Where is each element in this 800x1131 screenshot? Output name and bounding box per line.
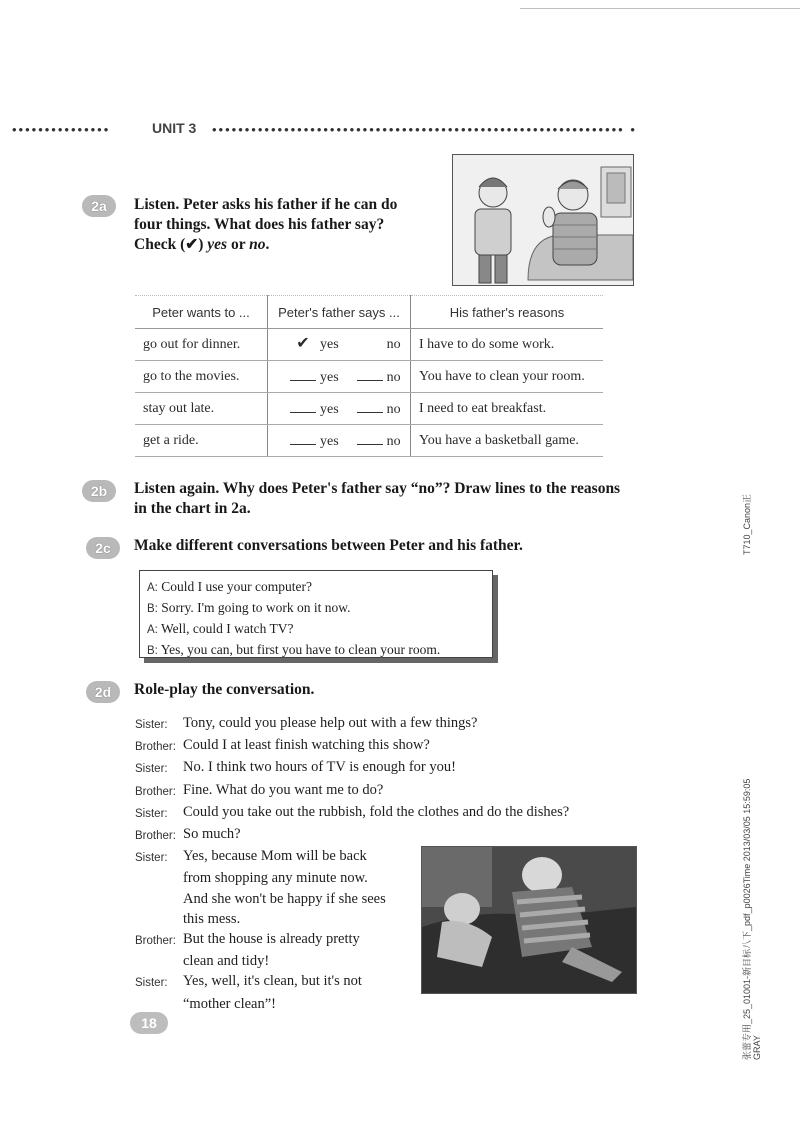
table-row	[135, 329, 603, 361]
line-text: And she won't be happy if she sees	[183, 890, 386, 907]
line-text: “mother clean”!	[183, 995, 276, 1012]
reason-cell: I need to eat breakfast.	[411, 393, 604, 425]
unit-label: UNIT 3	[152, 120, 197, 136]
chart-2a	[135, 295, 603, 457]
yes-blank[interactable]	[290, 400, 316, 413]
side-text-gray: GRAY	[752, 1035, 762, 1060]
conversation-line	[147, 640, 492, 661]
yes-blank[interactable]	[290, 432, 316, 445]
line-text: Could I use your computer?	[161, 579, 312, 594]
line-text: Could you take out the rubbish, fold the clothes and do the dishes?	[183, 803, 570, 820]
check-mark: ✔	[296, 334, 310, 352]
instructions-2a	[134, 195, 397, 255]
dialogue-line	[135, 757, 635, 779]
reason-cell: You have a basketball game.	[411, 425, 604, 457]
no-label: no	[386, 336, 401, 352]
speaker-label: Sister:	[135, 763, 168, 776]
speaker-label	[135, 951, 183, 971]
want-cell: go out for dinner.	[135, 329, 268, 361]
badge-2a: 2a	[82, 195, 116, 217]
dialogue-line	[135, 735, 635, 757]
instructions-2a-line2: four things. What does his father say?	[134, 216, 385, 233]
line3-mid: or	[227, 236, 250, 253]
header-dots-right: ••••••••••••••••••••••••••••••••••••••••••••••••••••••••••••••• •	[212, 122, 637, 137]
speaker-label: Brother:	[135, 830, 176, 843]
yes-blank[interactable]	[290, 368, 316, 381]
line-text: But the house is already pretty	[183, 931, 360, 948]
reason-cell: I have to do some work.	[411, 329, 604, 361]
line-text: So much?	[183, 826, 241, 843]
dialogue-line	[135, 824, 635, 846]
dialogue-line	[135, 713, 635, 735]
chart-header-says: Peter's father says ...	[268, 296, 411, 329]
dialogue-line	[135, 780, 635, 802]
instructions-2c: Make different conversations between Peter and his father.	[134, 537, 523, 554]
line-text: Fine. What do you want me to do?	[183, 781, 384, 798]
instructions-2a-line1: Listen. Peter asks his father if he can do	[134, 196, 398, 213]
line-text: Well, could I watch TV?	[161, 621, 294, 636]
side-text-lower: 张蕾专用_25_01001-新目标八下_pdf_p0026Time 2013/03/05 15:59:05	[742, 778, 752, 1060]
yes-label: yes	[320, 369, 339, 385]
instructions-2d: Role-play the conversation.	[134, 681, 315, 698]
says-cell	[268, 425, 411, 457]
dialogue-line	[135, 802, 635, 824]
instructions-2a-line3	[134, 235, 397, 255]
want-cell: get a ride.	[135, 425, 268, 457]
line-text: Sorry. I'm going to work on it now.	[161, 600, 351, 615]
line-text: No. I think two hours of TV is enough for you!	[183, 759, 456, 776]
yes-label: yes	[320, 433, 339, 449]
badge-2d: 2d	[86, 681, 120, 703]
says-cell	[268, 329, 411, 361]
says-cell	[268, 361, 411, 393]
line-text: Yes, well, it's clean, but it's not	[183, 973, 362, 990]
badge-2c: 2c	[86, 537, 120, 559]
line-text: Could I at least finish watching this show?	[183, 737, 430, 754]
conversation-line	[147, 619, 492, 640]
conversation-box-2c	[139, 570, 493, 658]
line3-no: no	[249, 236, 266, 253]
chart-table	[135, 295, 603, 457]
chart-header-row	[135, 296, 603, 329]
page-number: 18	[130, 1012, 168, 1034]
speaker-label	[135, 994, 183, 1014]
chart-header-reasons: His father's reasons	[411, 296, 604, 329]
speaker-label: Brother:	[135, 935, 176, 948]
no-label: no	[386, 401, 401, 417]
says-cell	[268, 393, 411, 425]
line3-pre: Check (✔)	[134, 236, 208, 253]
dialogue-line	[135, 994, 635, 1014]
instructions-2b-line2: in the chart in 2a.	[134, 500, 251, 517]
line-text: clean and tidy!	[183, 953, 270, 970]
photo-brother-and-sister	[421, 846, 637, 994]
speaker-label: Brother:	[135, 785, 176, 798]
table-row	[135, 393, 603, 425]
badge-2b: 2b	[82, 480, 116, 502]
speaker-label: B:	[147, 603, 158, 615]
speaker-label: Sister:	[135, 852, 168, 865]
line-text: Tony, could you please help out with a few things?	[183, 715, 478, 731]
line3-yes: yes	[207, 236, 228, 253]
instructions-2b	[134, 479, 620, 519]
speaker-label: A:	[147, 624, 158, 636]
speaker-label	[135, 889, 183, 909]
line-text: Yes, because Mom will be back	[183, 848, 367, 865]
header-dots-left: •••••••••••••••	[12, 122, 111, 137]
chart-header-wants: Peter wants to ...	[135, 296, 268, 329]
reason-cell: You have to clean your room.	[411, 361, 604, 393]
no-label: no	[386, 369, 401, 385]
illustration-peter-and-father	[452, 154, 634, 286]
table-row	[135, 425, 603, 457]
yes-label: yes	[320, 336, 339, 352]
want-cell: stay out late.	[135, 393, 268, 425]
speaker-label: Sister:	[135, 977, 168, 990]
speaker-label: A:	[147, 582, 158, 594]
side-text-upper: T710_Canon正	[742, 493, 752, 555]
speaker-label: Sister:	[135, 807, 168, 820]
speaker-label: B:	[147, 645, 158, 657]
line-text: this mess.	[183, 910, 241, 927]
no-blank[interactable]	[357, 432, 383, 445]
speaker-label: Sister:	[135, 719, 168, 731]
line-text: Yes, you can, but first you have to clean your room.	[160, 642, 441, 657]
no-blank[interactable]	[357, 368, 383, 381]
table-row	[135, 361, 603, 393]
line-text: from shopping any minute now.	[183, 870, 368, 887]
conversation-line	[147, 598, 492, 619]
speaker-label	[135, 868, 183, 888]
top-rule	[520, 8, 800, 9]
speaker-label: Brother:	[135, 741, 176, 754]
line3-end: .	[265, 236, 270, 253]
want-cell: go to the movies.	[135, 361, 268, 393]
no-blank[interactable]	[357, 400, 383, 413]
speaker-label	[135, 909, 183, 929]
instructions-2b-line1: Listen again. Why does Peter's father say “no”? Draw lines to the reasons	[134, 480, 621, 497]
no-label: no	[386, 433, 401, 449]
yes-label: yes	[320, 401, 339, 417]
conversation-line	[147, 577, 492, 598]
